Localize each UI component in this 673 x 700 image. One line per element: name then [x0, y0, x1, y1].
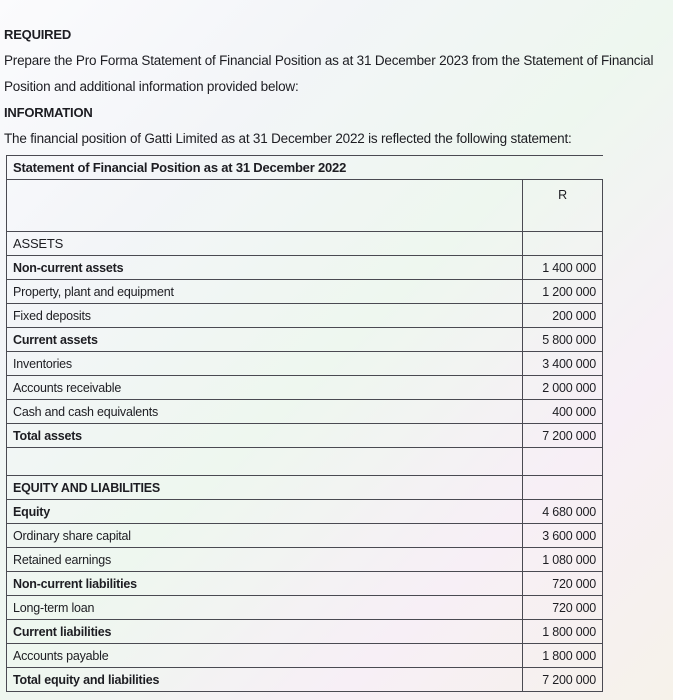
row-amount: 720 000	[523, 596, 603, 620]
row-amount: 3 400 000	[523, 352, 603, 376]
row-label: Current liabilities	[7, 620, 523, 644]
row-label: Fixed deposits	[7, 304, 523, 328]
table-row	[7, 620, 603, 644]
table-row	[7, 668, 603, 692]
row-label: ASSETS	[7, 232, 523, 256]
row-amount: 7 200 000	[523, 668, 603, 692]
row-amount: 400 000	[523, 400, 603, 424]
question-text	[4, 22, 664, 152]
row-label: Current assets	[7, 328, 523, 352]
row-label: Non-current liabilities	[7, 572, 523, 596]
row-amount: 2 000 000	[523, 376, 603, 400]
table-row	[7, 476, 603, 500]
row-amount: 200 000	[523, 304, 603, 328]
financial-position-table	[6, 155, 603, 692]
table-title: Statement of Financial Position as at 31 December 2022	[7, 156, 523, 180]
row-label: Accounts receivable	[7, 376, 523, 400]
instruction-text: Prepare the Pro Forma Statement of Financial Position as at 31 December 2023 from the Statement of Financial Position and additional information provided below:	[4, 53, 654, 94]
table-spacer-row	[7, 448, 603, 476]
table-row	[7, 280, 603, 304]
table-row	[7, 424, 603, 448]
information-heading: INFORMATION	[4, 105, 93, 120]
table-header-row	[7, 180, 603, 232]
row-label: Non-current assets	[7, 256, 523, 280]
row-label: Ordinary share capital	[7, 524, 523, 548]
table-row	[7, 572, 603, 596]
table-title-row	[7, 156, 603, 180]
row-label: Accounts payable	[7, 644, 523, 668]
table-row	[7, 500, 603, 524]
table-row	[7, 304, 603, 328]
table-row	[7, 232, 603, 256]
row-amount: 5 800 000	[523, 328, 603, 352]
row-label: Cash and cash equivalents	[7, 400, 523, 424]
row-amount: 1 080 000	[523, 548, 603, 572]
table-row	[7, 328, 603, 352]
row-label: Total assets	[7, 424, 523, 448]
row-amount: 1 800 000	[523, 644, 603, 668]
table-row	[7, 596, 603, 620]
row-amount: 720 000	[523, 572, 603, 596]
row-amount: 4 680 000	[523, 500, 603, 524]
row-amount: 7 200 000	[523, 424, 603, 448]
statement-intro-text: The financial position of Gatti Limited as at 31 December 2022 is reflected the following statement:	[4, 131, 572, 146]
row-label: Inventories	[7, 352, 523, 376]
row-label: Equity	[7, 500, 523, 524]
row-amount: 1 800 000	[523, 620, 603, 644]
row-amount	[523, 476, 603, 500]
row-amount: 1 200 000	[523, 280, 603, 304]
row-label: Total equity and liabilities	[7, 668, 523, 692]
currency-header: R	[523, 180, 603, 232]
table-row	[7, 400, 603, 424]
row-label: Retained earnings	[7, 548, 523, 572]
table-row	[7, 644, 603, 668]
table-row	[7, 352, 603, 376]
row-amount: 1 400 000	[523, 256, 603, 280]
row-label: Long-term loan	[7, 596, 523, 620]
row-amount: 3 600 000	[523, 524, 603, 548]
table-row	[7, 376, 603, 400]
required-heading: REQUIRED	[4, 27, 72, 42]
table-row	[7, 524, 603, 548]
row-label: Property, plant and equipment	[7, 280, 523, 304]
table-row	[7, 256, 603, 280]
row-amount	[523, 232, 603, 256]
table-row	[7, 548, 603, 572]
row-label: EQUITY AND LIABILITIES	[7, 476, 523, 500]
